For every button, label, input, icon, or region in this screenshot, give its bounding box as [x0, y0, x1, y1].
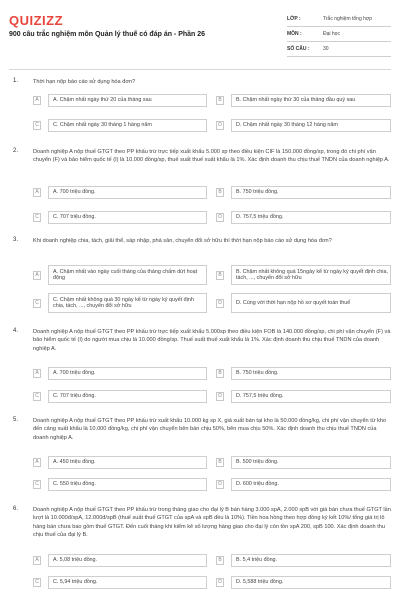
option-text: B. 750 triệu đồng.: [236, 188, 279, 195]
meta-key: MÔN :: [287, 31, 302, 37]
option-letter: A: [33, 556, 41, 565]
option-text: C. Chậm nhất ngày 30 tháng 1 hàng năm: [53, 121, 152, 128]
option-a[interactable]: [33, 187, 207, 197]
option-text: A. 450 triệu đồng.: [53, 458, 96, 465]
question-text: Doanh nghiệp A nộp thuế GTGT theo PP khấu trừ trực tiếp xuất khẩu 5.000sp theo điều kiện FOB là 140.000 đồng/sp, chi phí vận chuyển (F) và bảo hiểm quốc tế (I) do người mua chịu là 10.000 đồng/sp. Thuế suất thuế xuất khẩu là 1%. Xác định doanh thu chịu thuế TNDN của doanh nghiệp A.: [33, 329, 391, 352]
option-text: C. 550 triệu đồng.: [53, 480, 96, 487]
meta-value: Đại học: [323, 31, 340, 37]
option-c[interactable]: [33, 577, 207, 587]
option-letter: C: [33, 480, 41, 489]
option-c[interactable]: [33, 391, 207, 401]
option-box[interactable]: [48, 390, 207, 403]
option-letter: D: [216, 213, 224, 222]
meta-row-class: [287, 12, 391, 27]
option-b[interactable]: [216, 457, 391, 467]
option-box[interactable]: [48, 456, 207, 469]
option-box[interactable]: [48, 293, 207, 313]
option-letter: D: [216, 480, 224, 489]
option-a[interactable]: [33, 555, 207, 565]
option-c[interactable]: [33, 120, 207, 130]
option-text: B. Chậm nhất không quá 15ngày kể từ ngày ký quyết định chia, tách, ..., chuyển đổi sở hữu: [236, 268, 388, 281]
option-box[interactable]: [231, 576, 391, 589]
page-header: [0, 0, 400, 62]
option-box[interactable]: [231, 478, 391, 491]
option-box[interactable]: [231, 186, 391, 199]
question-text: Doanh nghiệp A nộp thuế GTGT theo PP khấu trừ xuất khẩu 10.000 kg sp X, giá xuất bán tại kho là 50.000 đồng/kg, chi phí vận chuyển từ kho đến cảng xuất khẩu là 10.000 đồng/kg, chi phí vận chuyển bên bán chịu 50%, bên mua chịu 50%. Xác định doanh thu chịu thuế TNDN của doanh nghiệp A.: [33, 418, 387, 441]
meta-row-question-count: [287, 42, 391, 57]
option-box[interactable]: [48, 211, 207, 224]
question-number: 4.: [13, 328, 19, 334]
meta-key: SỐ CÂU :: [287, 46, 310, 52]
option-text: A. Chậm nhất ngày thứ 20 của tháng sau: [53, 96, 152, 103]
option-c[interactable]: [33, 479, 207, 489]
option-text: C. 5,94 triệu đồng.: [53, 578, 98, 585]
option-b[interactable]: [216, 265, 391, 285]
option-box[interactable]: [48, 576, 207, 589]
option-letter: D: [216, 299, 224, 308]
option-text: D. 757,5 triệu đồng.: [236, 392, 284, 399]
option-box[interactable]: [231, 293, 391, 313]
option-text: A. 700 triệu đồng.: [53, 188, 96, 195]
option-text: C. 707 triệu đồng.: [53, 392, 96, 399]
option-box[interactable]: [231, 211, 391, 224]
option-text: B. Chậm nhất ngày thứ 30 của tháng đầu quý sau: [236, 96, 356, 103]
question-text: Thời hạn nộp báo cáo sử dụng hóa đơn?: [33, 79, 136, 85]
question-2: [9, 148, 391, 228]
option-box[interactable]: [231, 265, 391, 285]
option-text: D. Cùng với thời hạn nộp hồ sơ quyết toán thuế: [236, 299, 351, 306]
meta-key: LỚP :: [287, 16, 301, 22]
option-text: D. Chậm nhất ngày 30 tháng 12 hàng năm: [236, 121, 338, 128]
option-letter: B: [216, 96, 224, 105]
option-letter: D: [216, 578, 224, 587]
option-box[interactable]: [48, 94, 207, 107]
question-1: [9, 78, 391, 138]
option-box[interactable]: [231, 119, 391, 132]
option-a[interactable]: [33, 457, 207, 467]
option-text: C. Chậm nhất không quá 30 ngày kể từ ngày ký quyết định chia, tách, ..., chuyển đổi sở hữu: [53, 296, 194, 309]
document-title: 900 câu trắc nghiệm môn Quản lý thuế có đáp án - Phần 26: [9, 31, 206, 38]
question-4: [9, 328, 391, 408]
meta-value: 30: [323, 46, 329, 52]
option-box[interactable]: [48, 265, 207, 285]
option-text: D. 600 triệu đồng.: [236, 480, 279, 487]
question-text: Khi doanh nghiệp chia, tách, giải thể, sáp nhập, phá sản, chuyển đổi sở hữu thì thời hạn nộp báo cáo sử dụng hóa đơn?: [33, 238, 332, 244]
option-text: B. 750 triệu đồng.: [236, 369, 279, 376]
option-box[interactable]: [48, 478, 207, 491]
option-letter: B: [216, 271, 224, 280]
header-divider: [9, 69, 391, 70]
question-number: 5.: [13, 417, 19, 423]
meta-row-subject: [287, 27, 391, 42]
option-text: B. 500 triệu đồng.: [236, 458, 279, 465]
question-text: Doanh nghiệp A nộp thuế GTGT theo PP khấu trừ trực tiếp xuất khẩu 5.000 sp theo điều kiện CIF là 150.000 đồng/sp, trong đó chi phí vận chuyển (F) và bảo hiểm quốc tế (I) là 10.000 đồng/sp, thuế suất thuế xuất khẩu là 1%. Xác định doanh thu chịu thuế TNDN của doanh nghiệp A.: [33, 149, 390, 164]
option-box[interactable]: [48, 367, 207, 380]
option-b[interactable]: [216, 95, 391, 105]
option-letter: C: [33, 578, 41, 587]
option-box[interactable]: [48, 554, 207, 567]
option-d[interactable]: [216, 212, 391, 222]
option-letter: C: [33, 392, 41, 401]
question-number: 6.: [13, 506, 19, 512]
option-d[interactable]: [216, 120, 391, 130]
option-box[interactable]: [231, 94, 391, 107]
option-letter: C: [33, 299, 41, 308]
option-c[interactable]: [33, 293, 207, 313]
option-b[interactable]: [216, 368, 391, 378]
option-text: B. 5,4 triệu đồng.: [236, 556, 278, 563]
option-letter: B: [216, 458, 224, 467]
question-5: [9, 417, 391, 497]
option-letter: A: [33, 188, 41, 197]
option-d[interactable]: [216, 293, 391, 313]
question-number: 3.: [13, 237, 19, 243]
option-text: A. Chậm nhất vào ngày cuối tháng của tháng chấm dứt hoạt động: [53, 268, 198, 281]
option-a[interactable]: [33, 265, 207, 285]
option-letter: A: [33, 271, 41, 280]
option-letter: B: [216, 556, 224, 565]
option-box[interactable]: [231, 390, 391, 403]
option-a[interactable]: [33, 95, 207, 105]
option-letter: D: [216, 392, 224, 401]
option-box[interactable]: [231, 456, 391, 469]
option-b[interactable]: [216, 187, 391, 197]
question-3: [9, 237, 391, 319]
option-letter: A: [33, 96, 41, 105]
option-text: A. 5,08 triệu đồng.: [53, 556, 98, 563]
option-box[interactable]: [231, 554, 391, 567]
meta-value: Trắc nghiệm tổng hợp: [323, 16, 372, 22]
question-number: 1.: [13, 78, 19, 84]
option-d[interactable]: [216, 479, 391, 489]
question-text: Doanh nghiệp A nộp thuế GTGT theo PP khấu trừ trong tháng giao cho đại lý B bán hàng 3.000 spA, 2.000 spB với giá bán chưa thuế GTGT lần lượt là 10.000đ/spA, 12.000đ/spB (thuế suất thuế GTGT của spA và spB đều là 10%). Tiền hoa hồng theo hợp đồng ký kết 10%/ tổng giá trị lô hàng bán chưa bao gồm thuế GTGT. Đến cuối tháng khi kiểm kê số lượng hàng giao cho đại lý còn tồn spA 200, spB 100. Xác định doanh thu chịu thuế của đại lý B.: [33, 507, 391, 539]
option-d[interactable]: [216, 577, 391, 587]
option-box[interactable]: [48, 119, 207, 132]
option-letter: D: [216, 121, 224, 130]
option-box[interactable]: [48, 186, 207, 199]
option-d[interactable]: [216, 391, 391, 401]
meta-table: [287, 12, 391, 57]
option-c[interactable]: [33, 212, 207, 222]
option-box[interactable]: [231, 367, 391, 380]
question-number: 2.: [13, 148, 19, 154]
option-letter: A: [33, 369, 41, 378]
option-text: A. 700 triệu đồng.: [53, 369, 96, 376]
option-text: D. 5,588 triệu đồng.: [236, 578, 284, 585]
option-letter: A: [33, 458, 41, 467]
option-a[interactable]: [33, 368, 207, 378]
option-letter: C: [33, 121, 41, 130]
quizizz-logo: QUIZIZZ: [9, 13, 64, 28]
option-letter: B: [216, 369, 224, 378]
option-text: D. 757,5 triệu đồng.: [236, 213, 284, 220]
option-text: C. 707 triệu đồng.: [53, 213, 96, 220]
option-letter: C: [33, 213, 41, 222]
option-letter: B: [216, 188, 224, 197]
option-b[interactable]: [216, 555, 391, 565]
question-6: [9, 506, 391, 598]
